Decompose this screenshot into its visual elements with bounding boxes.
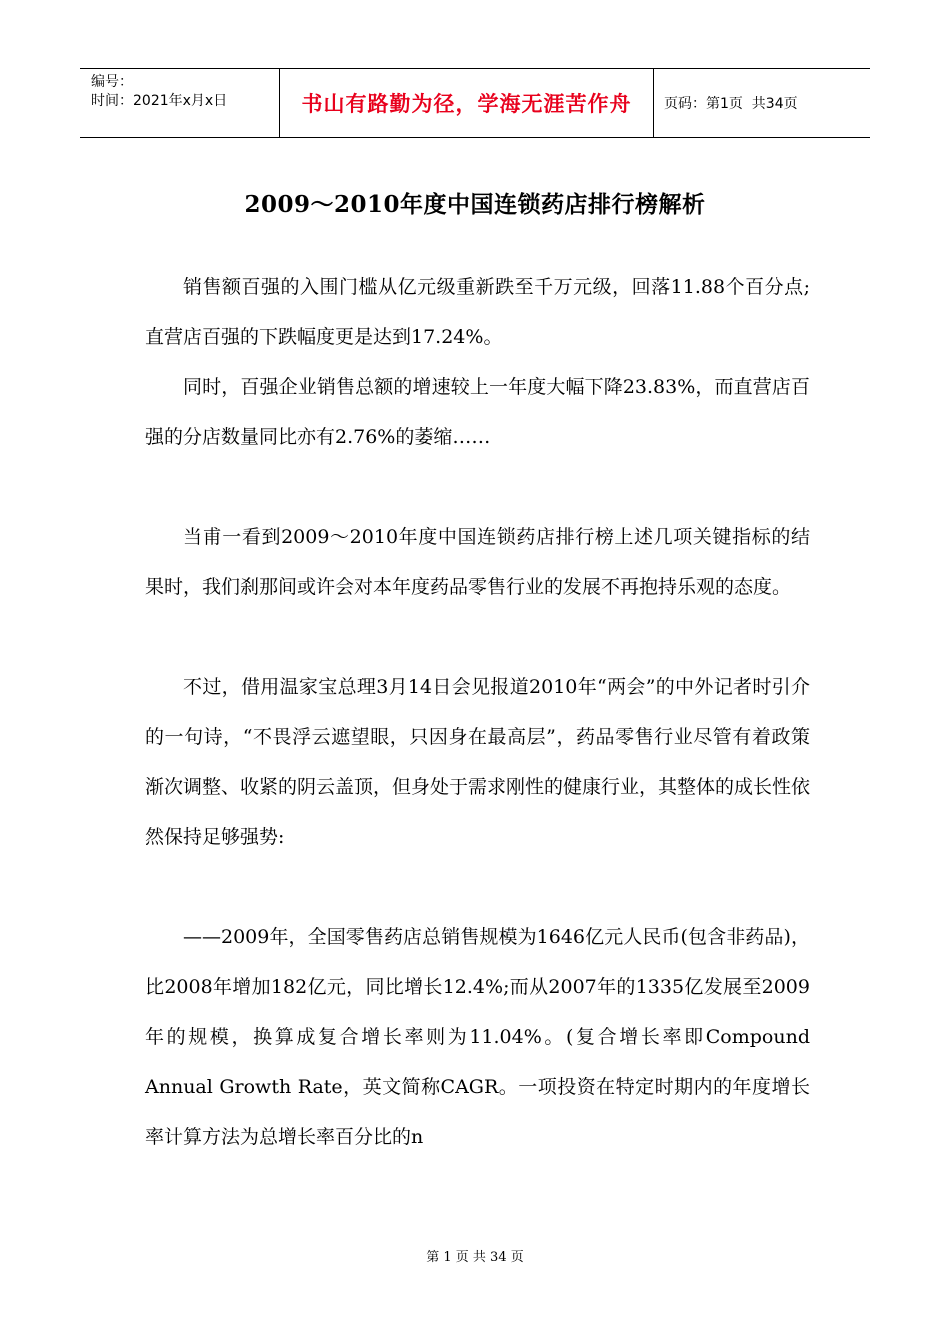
body-paragraph: ——2009年，全国零售药店总销售规模为1646亿元人民币(包含非药品)，比2008年增加182亿元，同比增长12.4%;而从2007年的1335亿发展至2009年的规模，换算成复合增长率则为11.04%。(复合增长率即Compound Annual Growth Rate，英文简称CAGR。一项投资在特定时期内的年度增长率计算方法为总增长率百分比的n: [145, 926, 810, 1148]
body-paragraph: 销售额百强的入围门槛从亿元级重新跌至千万元级，回落11.88个百分点;直营店百强的下跌幅度更是达到17.24%。: [145, 276, 810, 348]
body-paragraph: 不过，借用温家宝总理3月14日会见报道2010年“两会”的中外记者时引介的一句诗，“不畏浮云遮望眼，只因身在最高层”，药品零售行业尽管有着政策渐次调整、收紧的阴云盖顶，但身处于需求刚性的健康行业，其整体的成长性依然保持足够强势:: [145, 676, 811, 848]
page-header: [80, 68, 870, 138]
body-paragraph: 同时，百强企业销售总额的增速较上一年度大幅下降23.83%，而直营店百强的分店数量同比亦有2.76%的萎缩……: [145, 376, 810, 448]
header-meta: [80, 69, 280, 137]
document-date-label: 时间：2021年x月x日: [91, 93, 228, 109]
page-footer: 第 1 页 共 34 页: [426, 1250, 524, 1265]
body-paragraph: 当甫一看到2009～2010年度中国连锁药店排行榜上述几项关键指标的结果时，我们刹那间或许会对本年度药品零售行业的发展不再抱持乐观的态度。: [145, 526, 810, 598]
paragraph-spacer: [145, 462, 810, 512]
paragraph-spacer: [145, 612, 810, 662]
document-body: [145, 262, 810, 1162]
header-page-info: 页码：第1页 共34页: [664, 96, 798, 112]
paragraph-spacer: [145, 862, 810, 912]
header-motto: 书山有路勤为径，学海无涯苦作舟: [280, 69, 654, 137]
document-number-label: 编号：: [91, 74, 133, 90]
document-title: 2009～2010年度中国连锁药店排行榜解析: [244, 191, 706, 218]
